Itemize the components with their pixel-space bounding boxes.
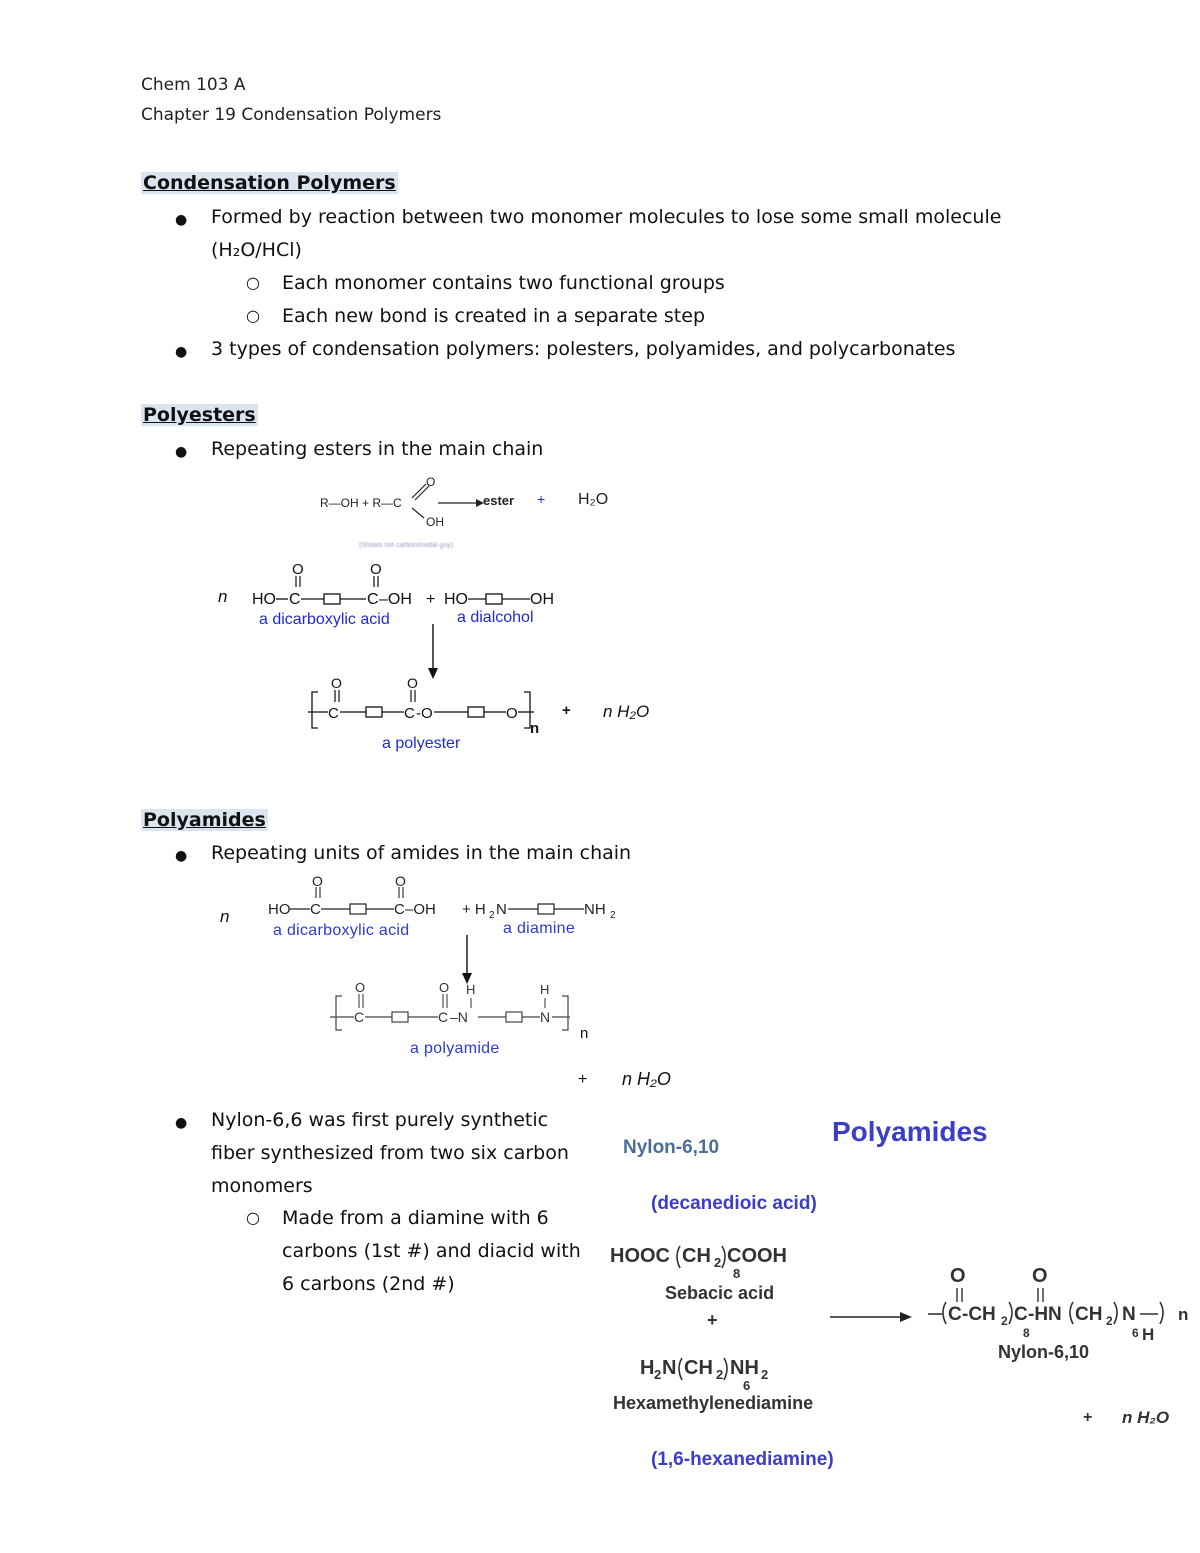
svg-text:C: C: [1014, 1304, 1028, 1325]
bullet-icon: ●: [175, 344, 188, 360]
plus-sign: +: [537, 491, 546, 507]
plus-sign: +: [578, 1071, 588, 1088]
water-byproduct: n H₂O: [622, 1069, 671, 1089]
svg-text:C: C: [438, 1009, 449, 1025]
svg-text:C: C: [367, 591, 379, 608]
stoich-n: n: [218, 587, 228, 606]
svg-text:2: 2: [610, 910, 616, 921]
svg-text:O: O: [370, 561, 382, 578]
blurred-caption: (Shows not carbon/oxidal guy): [359, 542, 454, 549]
svg-text:O: O: [312, 873, 323, 889]
svg-text:+: +: [426, 591, 436, 608]
nylon-sub-line-2: carbons (1st #) and diacid with: [282, 1240, 581, 1262]
sub-bullet-icon: ○: [246, 273, 260, 292]
bullet-icon: ●: [175, 848, 188, 864]
svg-text:–N: –N: [450, 1009, 468, 1025]
down-arrow-icon: [426, 624, 440, 680]
nylon-610-product-label: Nylon-6,10: [998, 1342, 1090, 1362]
stoich-n: n: [220, 907, 230, 926]
sebacic-acid-label: Sebacic acid: [665, 1283, 775, 1303]
water-byproduct: n H₂O: [603, 702, 650, 721]
sub-bullet-icon: ○: [246, 306, 260, 325]
svg-text:2: 2: [1001, 1314, 1008, 1328]
polymer-subscript-n: n: [580, 1025, 589, 1042]
svg-text:C: C: [948, 1304, 962, 1325]
plus-sign: +: [1083, 1409, 1093, 1426]
section-heading-condensation: Condensation Polymers: [143, 172, 396, 194]
diamine-label: a diamine: [503, 920, 576, 937]
carbonyl-oxygen: O: [426, 475, 436, 489]
svg-text:–OH: –OH: [405, 901, 436, 918]
svg-text:HO: HO: [252, 591, 276, 608]
section-heading-polyesters: Polyesters: [143, 404, 256, 426]
down-arrow-icon: [460, 935, 474, 985]
polyester-structure: [308, 676, 548, 740]
svg-text:C: C: [404, 705, 415, 722]
svg-text:6: 6: [743, 1378, 751, 1393]
hexamethylenediamine-label: Hexamethylenediamine: [613, 1393, 814, 1413]
svg-text:H: H: [540, 982, 550, 997]
svg-text:HO: HO: [444, 591, 468, 608]
polymer-subscript-n: n: [530, 720, 540, 737]
bullet-icon: ●: [175, 444, 188, 460]
svg-text:-HN: -HN: [1028, 1304, 1062, 1325]
svg-text:H: H: [466, 982, 476, 997]
dialcohol-label: a dialcohol: [457, 609, 534, 626]
svg-text:NH: NH: [730, 1357, 759, 1379]
hexanediamine-label: (1,6-hexanediamine): [651, 1449, 834, 1470]
svg-text:n: n: [1178, 1305, 1189, 1324]
ester-product: ester: [483, 493, 515, 508]
dicarboxylic-acid-structure: [252, 562, 562, 612]
svg-text:O: O: [1032, 1265, 1048, 1287]
svg-text:CH: CH: [684, 1357, 713, 1379]
nylon-610-title: Nylon-6,10: [623, 1137, 720, 1158]
bullet-text-repeating-esters: Repeating esters in the main chain: [211, 438, 544, 460]
water-product: H₂O: [578, 491, 609, 508]
sub-bullet-icon: ○: [246, 1208, 260, 1227]
nylon-sub-line-1: Made from a diamine with 6: [282, 1207, 549, 1229]
hexamethylenediamine-formula: [640, 1348, 810, 1394]
svg-text:2: 2: [489, 910, 495, 921]
nylon-sub-line-3: 6 carbons (2nd #): [282, 1273, 455, 1295]
svg-text:H: H: [1142, 1325, 1155, 1344]
svg-text:8: 8: [733, 1266, 741, 1281]
decanedioic-acid-label: (decanedioic acid): [651, 1193, 817, 1214]
svg-text:–OH: –OH: [379, 591, 412, 608]
svg-text:C: C: [354, 1009, 365, 1025]
svg-text:H: H: [640, 1357, 655, 1379]
dicarboxylic-acid-label: a dicarboxylic acid: [273, 922, 410, 939]
svg-text:OH: OH: [530, 591, 554, 608]
svg-text:CH: CH: [1075, 1304, 1103, 1325]
nylon-text-line-3: monomers: [211, 1175, 313, 1197]
svg-text:-O: -O: [416, 705, 433, 722]
svg-text:N: N: [540, 1009, 551, 1025]
svg-text:2: 2: [761, 1367, 769, 1382]
svg-text:2: 2: [654, 1367, 662, 1382]
svg-text:COOH: COOH: [727, 1245, 787, 1267]
bullet-text-types: 3 types of condensation polymers: polesters, polyamides, and polycarbonates: [211, 338, 956, 360]
svg-text:C: C: [328, 705, 339, 722]
polyamide-label: a polyamide: [410, 1040, 500, 1057]
water-byproduct: n H₂O: [1122, 1408, 1170, 1427]
nylon-610-polymer-structure: [928, 1262, 1200, 1346]
sebacic-acid-formula: [610, 1236, 820, 1280]
nylon-text-line-2: fiber synthesized from two six carbon: [211, 1142, 569, 1164]
svg-text:NH: NH: [584, 901, 606, 918]
svg-text:CH: CH: [682, 1245, 711, 1267]
course-title: Chem 103 A: [141, 75, 246, 95]
cut-slide-title-text: Polyamides: [832, 1116, 988, 1147]
section-heading-polyamides: Polyamides: [143, 809, 266, 831]
hydroxyl-group: OH: [426, 515, 444, 529]
svg-text:C: C: [310, 901, 321, 918]
svg-text:N: N: [496, 901, 507, 918]
svg-text:O: O: [506, 705, 518, 722]
sub-bullet-text-functional: Each monomer contains two functional groups: [282, 272, 725, 294]
svg-text:2: 2: [1106, 1314, 1113, 1328]
dicarboxylic-acid-label: a dicarboxylic acid: [259, 611, 390, 628]
nylon-text-line-1: Nylon-6,6 was first purely synthetic: [211, 1109, 549, 1131]
plus-sign: +: [707, 1310, 718, 1330]
svg-text:O: O: [407, 675, 418, 691]
polyamide-structure: [326, 980, 596, 1042]
sub-bullet-text-step: Each new bond is created in a separate step: [282, 305, 706, 327]
chapter-title: Chapter 19 Condensation Polymers: [141, 105, 442, 125]
bullet-icon: ●: [175, 1115, 188, 1131]
svg-text:O: O: [355, 980, 366, 995]
bullet-text-formed-cont: (H₂O/HCl): [211, 239, 302, 261]
svg-text:O: O: [395, 873, 406, 889]
svg-text:6: 6: [1132, 1326, 1139, 1340]
cut-slide-title: [832, 1110, 988, 1147]
plus-sign: +: [562, 702, 571, 719]
reaction-arrow: [438, 496, 484, 510]
reaction-arrow: [830, 1309, 914, 1325]
bullet-text-formed: Formed by reaction between two monomer molecules to lose some small molecule: [211, 206, 1002, 228]
svg-text:N: N: [1122, 1304, 1136, 1325]
polyester-label: a polyester: [382, 735, 461, 752]
bullet-icon: ●: [175, 212, 188, 228]
svg-text:HOOC: HOOC: [610, 1245, 670, 1267]
bullet-text-repeating-amides: Repeating units of amides in the main chain: [211, 842, 632, 864]
svg-text:N: N: [662, 1357, 677, 1379]
svg-text:O: O: [439, 980, 450, 995]
svg-text:O: O: [950, 1265, 966, 1287]
svg-text:O: O: [331, 675, 342, 691]
svg-text:2: 2: [714, 1255, 722, 1270]
ester-reactants: R—OH + R—C: [320, 496, 402, 510]
svg-text:C: C: [394, 901, 405, 918]
svg-text:HO: HO: [268, 901, 291, 918]
amide-reactants-structure: [268, 874, 628, 922]
svg-text:C: C: [289, 591, 301, 608]
svg-text:2: 2: [716, 1367, 724, 1382]
svg-text:8: 8: [1023, 1326, 1030, 1340]
svg-text:-CH: -CH: [962, 1304, 996, 1325]
svg-text:O: O: [292, 561, 304, 578]
svg-text:+ H: + H: [462, 901, 486, 918]
